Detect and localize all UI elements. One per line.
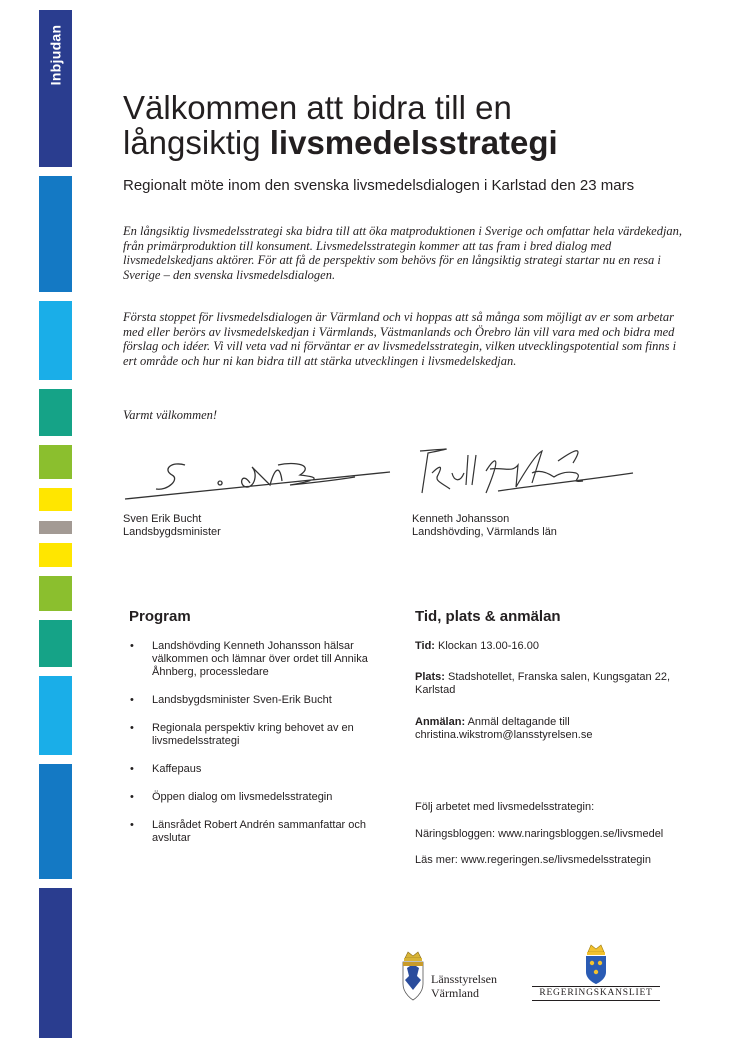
- details-heading: Tid, plats & anmälan: [415, 608, 561, 625]
- title-bold: livsmedelsstrategi: [269, 124, 558, 161]
- title-line-2: långsiktig: [123, 124, 270, 161]
- place-info: [415, 671, 705, 697]
- title-line-1: Välkommen att bidra till en: [123, 89, 512, 126]
- stripe-green-2: [39, 576, 72, 611]
- program-heading: Program: [129, 608, 191, 625]
- stripe-yellow-2: [39, 543, 72, 567]
- regeringskansliet-logo: REGERINGSKANSLIET: [539, 988, 653, 998]
- list-item: • Kaffepaus: [128, 763, 378, 776]
- list-item: • Länsrådet Robert Andrén sammanfattar och avslutar: [128, 819, 378, 845]
- program-list: [128, 640, 378, 860]
- lansstyrelsen-logo-line-2: Värmland: [431, 986, 479, 1000]
- regeringskansliet-crest-icon: [582, 944, 610, 986]
- signatory-name: Sven Erik Bucht: [123, 513, 202, 525]
- signup-label: Anmälan:: [415, 716, 466, 728]
- intro-paragraph-1: En långsiktig livsmedelsstrategi ska bidra till att öka matproduktionen i Sverige och omfattar hela värdekedjan, från primärproduktion till konsument. Livsmedelsstrategin kommer att tas fram i bred dialog med livsmedelskedjans aktörer. För att få de perspektiv som behövs för en långsiktig strategi startar nu en resa i Sverige – den svenska livsmedelsdialogen.: [123, 224, 683, 282]
- stripe-green-1: [39, 445, 72, 479]
- time-label: Tid:: [415, 640, 435, 652]
- stripe-blue-1: [39, 176, 72, 292]
- list-item: • Landsbygdsminister Sven-Erik Bucht: [128, 694, 378, 707]
- regeringskansliet-rule-bottom: [532, 1000, 660, 1001]
- list-item: • Öppen dialog om livsmedelsstrategin: [128, 791, 378, 804]
- follow-text: Följ arbetet med livsmedelsstrategin:: [415, 801, 595, 813]
- list-item: • Landshövding Kenneth Johansson hälsar välkommen och lämnar över ordet till Annika Åhnberg, processledare: [128, 640, 378, 679]
- time-info: [415, 640, 715, 653]
- stripe-light-blue-1: [39, 301, 72, 380]
- place-value: Stadshotellet, Franska salen, Kungsgatan 22, Karlstad: [415, 671, 671, 696]
- inbjudan-label: Inbjudan: [47, 24, 64, 86]
- time-value: Klockan 13.00-16.00: [434, 640, 539, 652]
- readmore-link: Läs mer: www.regeringen.se/livsmedelsstrategin: [415, 854, 651, 866]
- page-title: [123, 90, 683, 160]
- stripe-light-blue-2: [39, 676, 72, 755]
- signatory-bucht: [123, 513, 221, 539]
- signup-value: Anmäl deltagande till christina.wikstrom@lansstyrelsen.se: [415, 716, 593, 741]
- stripe-teal-1: [39, 389, 72, 436]
- subtitle: Regionalt möte inom den svenska livsmedelsdialogen i Karlstad den 23 mars: [123, 177, 635, 194]
- stripe-gray: [39, 521, 72, 534]
- stripe-dark-blue-bottom: [39, 888, 72, 1038]
- regeringskansliet-rule-top: [532, 986, 660, 987]
- stripe-yellow-1: [39, 488, 72, 511]
- intro-closing: Varmt välkommen!: [123, 408, 218, 422]
- lansstyrelsen-logo-line-1: Länsstyrelsen: [431, 972, 497, 986]
- lansstyrelsen-crest-icon: [399, 950, 427, 1004]
- inbjudan-label-box: [39, 10, 72, 100]
- intro-paragraph-2: Första stoppet för livsmedelsdialogen är Värmland och vi hoppas att så många som möjligt av er som arbetar med eller berörs av livsmedelskedjan i Värmlands, Västmanlands och Örebro län vill vara med och bidra med förslag och idéer. Vi vill veta vad ni förväntar er av livsmedelsstrategin, vilken utvecklingspotential som finns i ert område och hur ni kan bidra till att stärka utvecklingen i livsmedelskedjan.: [123, 310, 677, 368]
- signatory-johansson: [412, 513, 557, 539]
- signup-info: [415, 716, 635, 742]
- stripe-blue-2: [39, 764, 72, 879]
- signature-johansson: [408, 443, 638, 503]
- signatory-name: Kenneth Johansson: [412, 513, 510, 525]
- signatory-role: Landsbygdsminister: [123, 526, 221, 538]
- list-item: • Regionala perspektiv kring behovet av en livsmedelsstrategi: [128, 722, 378, 748]
- place-label: Plats:: [415, 671, 445, 683]
- blog-link: Näringsbloggen: www.naringsbloggen.se/livsmedel: [415, 828, 664, 840]
- stripe-teal-2: [39, 620, 72, 667]
- signature-bucht: [120, 455, 395, 505]
- signatory-role: Landshövding, Värmlands län: [412, 526, 557, 538]
- lansstyrelsen-logo: [431, 972, 497, 1000]
